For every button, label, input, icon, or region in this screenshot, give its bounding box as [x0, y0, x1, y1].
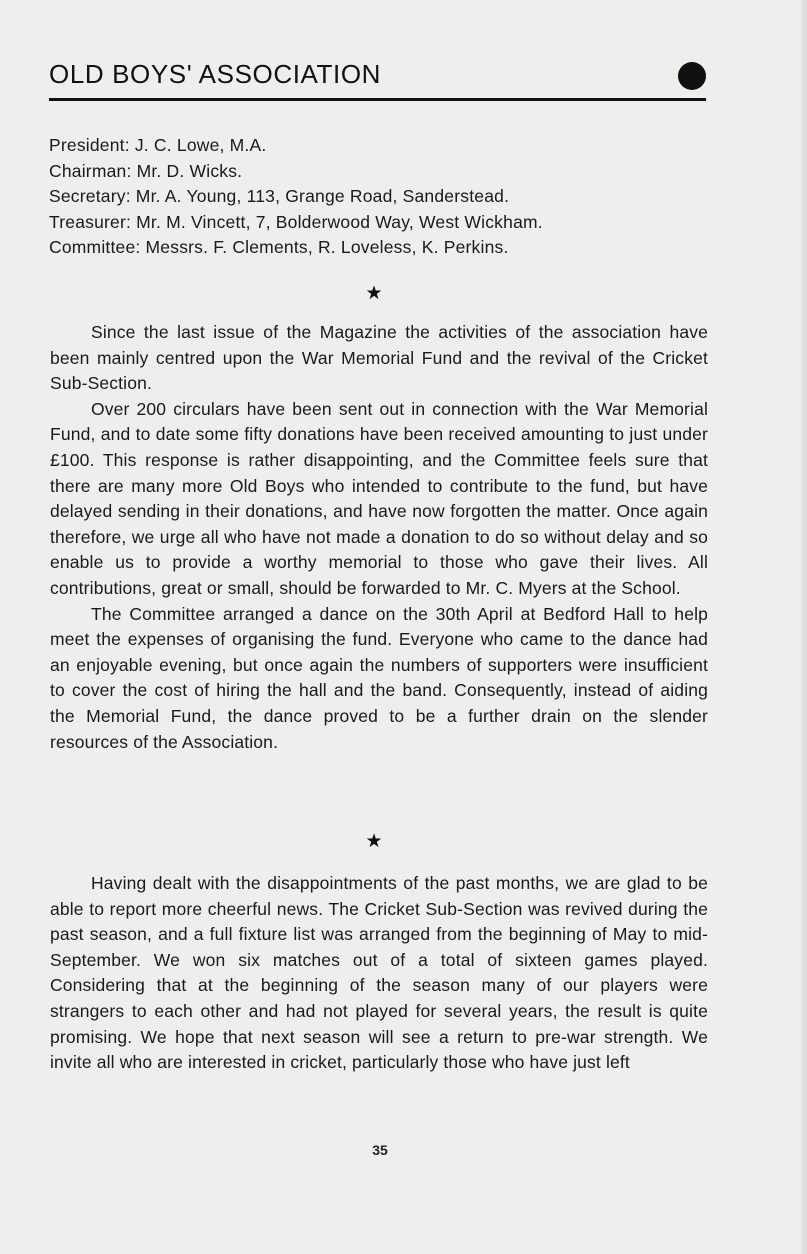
paragraph-dance: The Committee arranged a dance on the 30th April at Bedford Hall to help meet the expenses of organising the fund. Everyone who came to the dance had an enjoyable evening, but once again the numbers of supporters were insufficient to cover the cost of hiring the hall and the band. Consequently, instead of aiding the Memorial Fund, the dance proved to be a further drain on the slender resources of the Association.: [50, 603, 708, 752]
page-edge: [801, 0, 807, 1254]
officer-chairman: Chairman: Mr. D. Wicks.: [49, 160, 243, 181]
paragraph-cricket: Having dealt with the disappointments of the past months, we are glad to be able to report more cheerful news. The Cricket Sub-Section was revived during the past season, and a full fixture list was arranged from the beginning of May to mid-September. We won six matches out of a total of sixteen games played. Considering that at the beginning of the season many of our players were strangers to each other and had not played for several years, the result is quite promising. We hope that next season will see a return to pre-war strength. We invite all who are interested in cricket, particularly those who have just left: [50, 873, 708, 1073]
page-title: OLD BOYS' ASSOCIATION: [49, 59, 382, 89]
officer-treasurer: Treasurer: Mr. M. Vincett, 7, Bolderwood Way, West Wickham.: [49, 211, 543, 232]
header-rule: [49, 98, 706, 101]
paragraph-war-memorial-fund: Over 200 circulars have been sent out in connection with the War Memorial Fund, and to date some fifty donations have been received amounting to just under £100. This response is rather disappointing, and the Committee feels sure that there are many more Old Boys who intended to contribute to the fund, but have delayed sending in their donations, and have now forgotten the matter. Once again therefore, we urge all who have not made a donation to do so without delay and so enable us to provide a worthy memorial to those who gave their lives. All contributions, great or small, should be forwarded to Mr. C. Myers at the School.: [50, 398, 708, 598]
section-association-news: [50, 320, 708, 755]
officers-list: [49, 133, 709, 261]
bullet-dot-icon: [678, 62, 706, 90]
page-header: [49, 58, 706, 102]
star-separator-icon: ★: [365, 283, 383, 304]
star-separator-icon: ★: [365, 831, 383, 852]
paragraph-activities: Since the last issue of the Magazine the activities of the association have been mainly centred upon the War Memorial Fund and the revival of the Cricket Sub-Section.: [50, 322, 708, 394]
officer-secretary: Secretary: Mr. A. Young, 113, Grange Road, Sanderstead.: [49, 186, 510, 206]
officer-committee: Committee: Messrs. F. Clements, R. Loveless, K. Perkins.: [49, 237, 509, 257]
officer-president: President: J. C. Lowe, M.A.: [49, 135, 267, 155]
page-number: 35: [372, 1142, 388, 1158]
section-cricket: [50, 871, 708, 1076]
